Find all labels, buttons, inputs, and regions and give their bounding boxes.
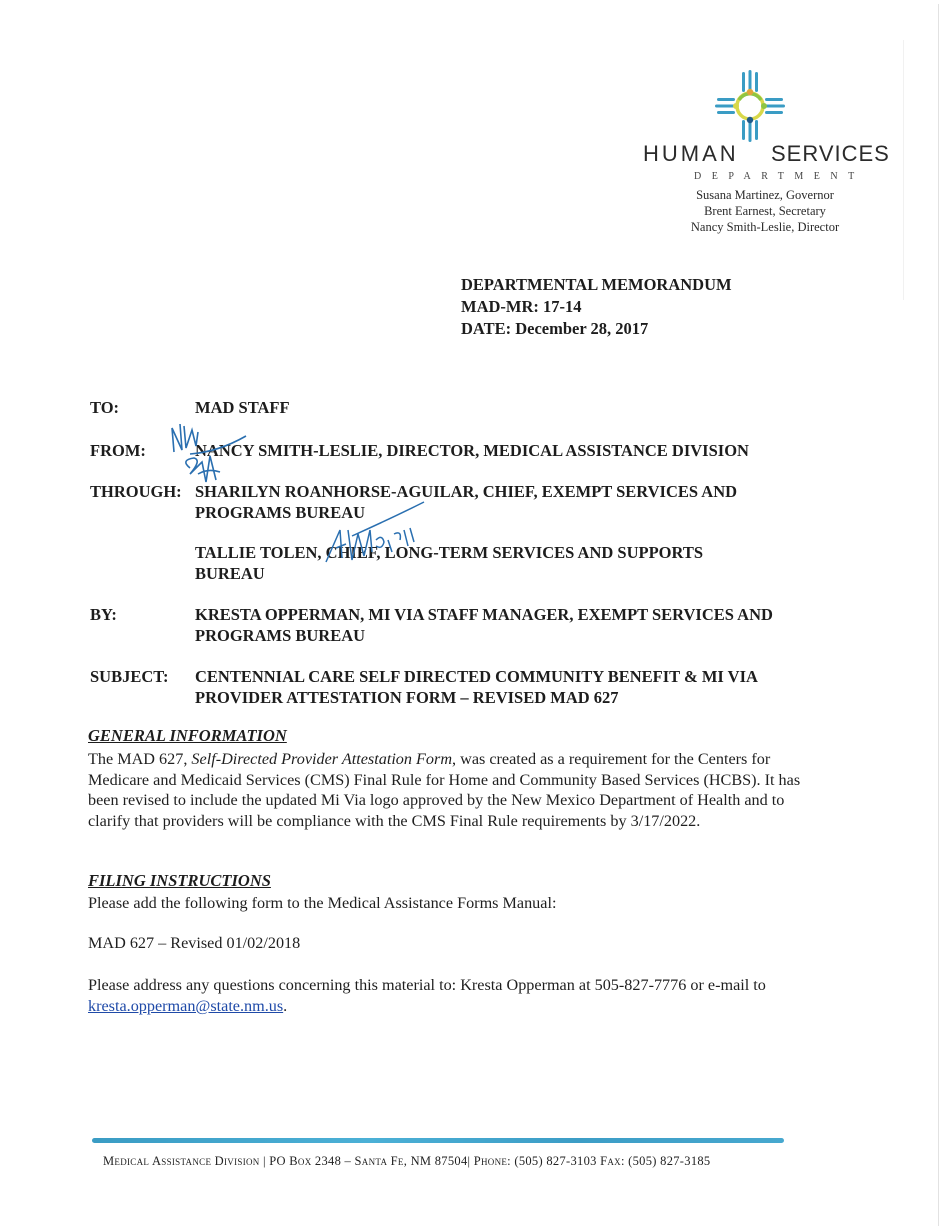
to-label: TO:	[90, 398, 120, 417]
logo-word-human: HUMAN	[643, 141, 739, 166]
from-value: NANCY SMITH-LESLIE, DIRECTOR, MEDICAL ASSISTANCE DIVISION	[195, 441, 749, 460]
gi-form-name: Self-Directed Provider Attestation Form	[191, 750, 453, 768]
memo-title: DEPARTMENTAL MEMORANDUM	[461, 275, 732, 294]
contact-paragraph	[88, 975, 818, 1016]
official-secretary: Brent Earnest, Secretary	[704, 204, 826, 218]
by-label: BY:	[90, 605, 117, 624]
through-value-2: TALLIE TOLEN, CHIEF, LONG-TERM SERVICES AND SUPPORTS BUREAU	[195, 543, 704, 583]
gi-text-cont: , was created as a requirement for the Centers for Medicare and Medicaid Services (CMS) Final Rule for Home and Community Based Services (HCBS). It has been revised to include the updated Mi Via logo approved by the New Mexico Department of Health and to clarify that providers will be compliance with the CMS Final Rule requirements by 3/17/2022.	[88, 750, 801, 830]
to-value: MAD STAFF	[195, 398, 290, 417]
by-value: KRESTA OPPERMAN, MI VIA STAFF MANAGER, EXEMPT SERVICES AND PROGRAMS BUREAU	[195, 605, 773, 645]
scan-edge	[938, 4, 939, 1226]
footer-divider	[92, 1138, 784, 1143]
official-director: Nancy Smith-Leslie, Director	[690, 220, 840, 234]
through-value-1: SHARILYN ROANHORSE-AGUILAR, CHIEF, EXEMPT SERVICES AND PROGRAMS BUREAU	[195, 482, 738, 522]
memo-number: MAD-MR: 17-14	[461, 297, 582, 316]
officials-list	[640, 187, 890, 235]
footer-address: Medical Assistance Division | PO Box 2348 – Santa Fe, NM 87504| Phone: (505) 827-3103 Fax: (505) 827-3185	[103, 1154, 711, 1168]
filing-instructions-line: Please add the following form to the Medical Assistance Forms Manual:	[88, 894, 557, 912]
general-information-paragraph	[88, 749, 818, 831]
contact-text: Please address any questions concerning this material to: Kresta Opperman at 505-827-7776 or e-mail to	[88, 976, 766, 994]
official-governor: Susana Martinez, Governor	[696, 188, 834, 202]
logo-word-services: SERVICES	[771, 141, 890, 166]
scan-edge	[903, 40, 904, 300]
email-link[interactable]: kresta.opperman@state.nm.us	[88, 996, 284, 1015]
filing-instructions-heading: FILING INSTRUCTIONS	[88, 871, 271, 890]
memo-header	[461, 274, 732, 340]
general-information-heading: GENERAL INFORMATION	[88, 726, 287, 745]
memo-date: DATE: December 28, 2017	[461, 319, 649, 338]
contact-end: .	[283, 996, 288, 1015]
logo-department: DEPARTMENT	[694, 171, 865, 182]
subject-label: SUBJECT:	[90, 667, 169, 686]
zia-sun-icon	[715, 70, 785, 142]
filing-form-revision: MAD 627 – Revised 01/02/2018	[88, 934, 301, 952]
subject-value: CENTENNIAL CARE SELF DIRECTED COMMUNITY BENEFIT & MI VIA PROVIDER ATTESTATION FORM – REVISED MAD 627	[195, 667, 757, 707]
gi-text: The MAD 627,	[88, 750, 192, 768]
through-label: THROUGH:	[90, 482, 182, 501]
from-label: FROM:	[90, 441, 146, 460]
